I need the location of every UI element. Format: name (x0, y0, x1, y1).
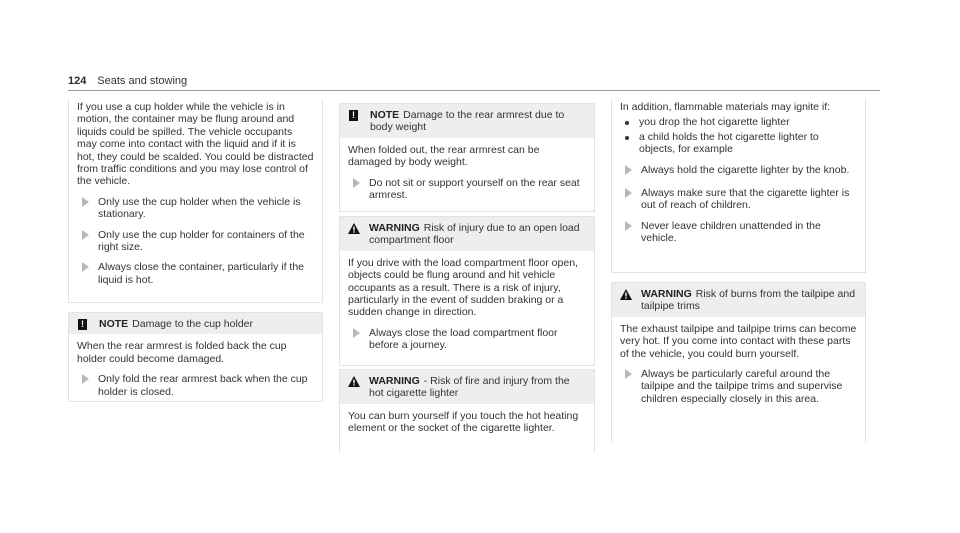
cigarette-lighter-warning-panel (339, 369, 595, 452)
continued-intro: In addition, flammable materials may ignite if: (620, 101, 831, 113)
instruction-step: Always close the container, particularly if the liquid is hot. (77, 261, 314, 286)
list-item: you drop the hot cigarette lighter (620, 116, 857, 128)
warning-keyword: WARNING (369, 375, 420, 387)
cigarette-lighter-continued-panel (611, 99, 866, 273)
arrow-icon (620, 220, 641, 245)
instruction-step: Only use the cup holder when the vehicle is stationary. (77, 196, 314, 221)
bullet-icon (620, 116, 639, 128)
warning-body: If you drive with the load compartment floor open, objects could be flung around and hit vehicle occupants as a result. There is a risk of injury, particularly in the event of sudden braking or a sudden change in direction. (348, 256, 578, 319)
note-keyword: NOTE (99, 318, 129, 330)
warning-header (612, 283, 865, 317)
cup-holder-note-panel (68, 312, 323, 402)
instruction-step: Always close the load compartment floor before a journey. (348, 327, 586, 352)
note-body: When folded out, the rear armrest can be damaged by body weight. (348, 143, 540, 169)
instruction-step: Do not sit or support yourself on the rear seat armrest. (348, 177, 586, 202)
arrow-icon (77, 229, 98, 254)
arrow-icon (77, 196, 98, 221)
warning-header (340, 370, 594, 404)
armrest-note-panel (339, 103, 595, 212)
note-body: When the rear armrest is folded back the cup holder could become damaged. (77, 340, 287, 365)
warning-triangle-icon (348, 376, 360, 387)
arrow-icon (348, 327, 369, 352)
instruction-step: Always be particularly careful around the tailpipe and the tailpipe trims and supervise children especially closely in this area. (620, 368, 857, 405)
warning-keyword: WARNING (369, 222, 420, 234)
note-keyword: NOTE (370, 109, 400, 121)
warning-title: - Risk of fire and injury from the hot cigarette lighter (369, 375, 570, 400)
list-item: a child holds the hot cigarette lighter to objects, for example (620, 131, 857, 156)
warning-keyword: WARNING (641, 288, 692, 300)
arrow-icon (620, 187, 641, 212)
load-floor-warning-panel (339, 216, 595, 366)
tailpipe-warning-panel (611, 282, 866, 443)
note-header (69, 313, 322, 334)
warning-header (340, 217, 594, 251)
instruction-step: Never leave children unattended in the vehicle. (620, 220, 857, 245)
warning-title: Risk of injury due to an open load compartment floor (369, 222, 580, 247)
instruction-step: Only use the cup holder for containers of the right size. (77, 229, 314, 254)
arrow-icon (348, 177, 369, 202)
instruction-step: Only fold the rear armrest back when the cup holder is closed. (77, 373, 314, 398)
arrow-icon (620, 368, 641, 405)
arrow-icon (620, 164, 641, 179)
page-header (68, 75, 187, 87)
hazard-list (620, 116, 857, 155)
note-title: Damage to the rear armrest due to body weight (370, 109, 565, 134)
page-number: 124 (68, 75, 87, 87)
arrow-icon (77, 373, 98, 398)
cup-holder-warning-panel (68, 99, 323, 303)
header-divider (68, 90, 880, 91)
warning-title: Risk of burns from the tailpipe and tailpipe trims (641, 288, 856, 313)
note-header (340, 104, 594, 138)
bullet-icon (620, 131, 639, 156)
warning-body: You can burn yourself if you touch the hot heating element or the socket of the cigarette lighter. (348, 409, 579, 435)
warning-body: The exhaust tailpipe and tailpipe trims can become very hot. If you come into contact with these parts of the vehicle, you could burn yourself. (620, 322, 857, 360)
section-title: Seats and stowing (97, 75, 188, 87)
instruction-step: Always make sure that the cigarette lighter is out of reach of children. (620, 187, 857, 212)
exclamation-icon: ! (78, 319, 87, 330)
warning-triangle-icon (348, 223, 360, 234)
note-title: Damage to the cup holder (132, 318, 253, 330)
exclamation-icon: ! (349, 110, 358, 121)
instruction-step: Always hold the cigarette lighter by the knob. (620, 164, 857, 179)
cup-holder-intro: If you use a cup holder while the vehicle is in motion, the container may be flung around and liquids could be spilled. The vehicle occupants may come into contact with the liquid and if it is hot, they could be scalded. You could be distracted from traffic conditions and you may lose control of the vehicle. (77, 101, 314, 188)
warning-triangle-icon (620, 289, 632, 300)
arrow-icon (77, 261, 98, 286)
